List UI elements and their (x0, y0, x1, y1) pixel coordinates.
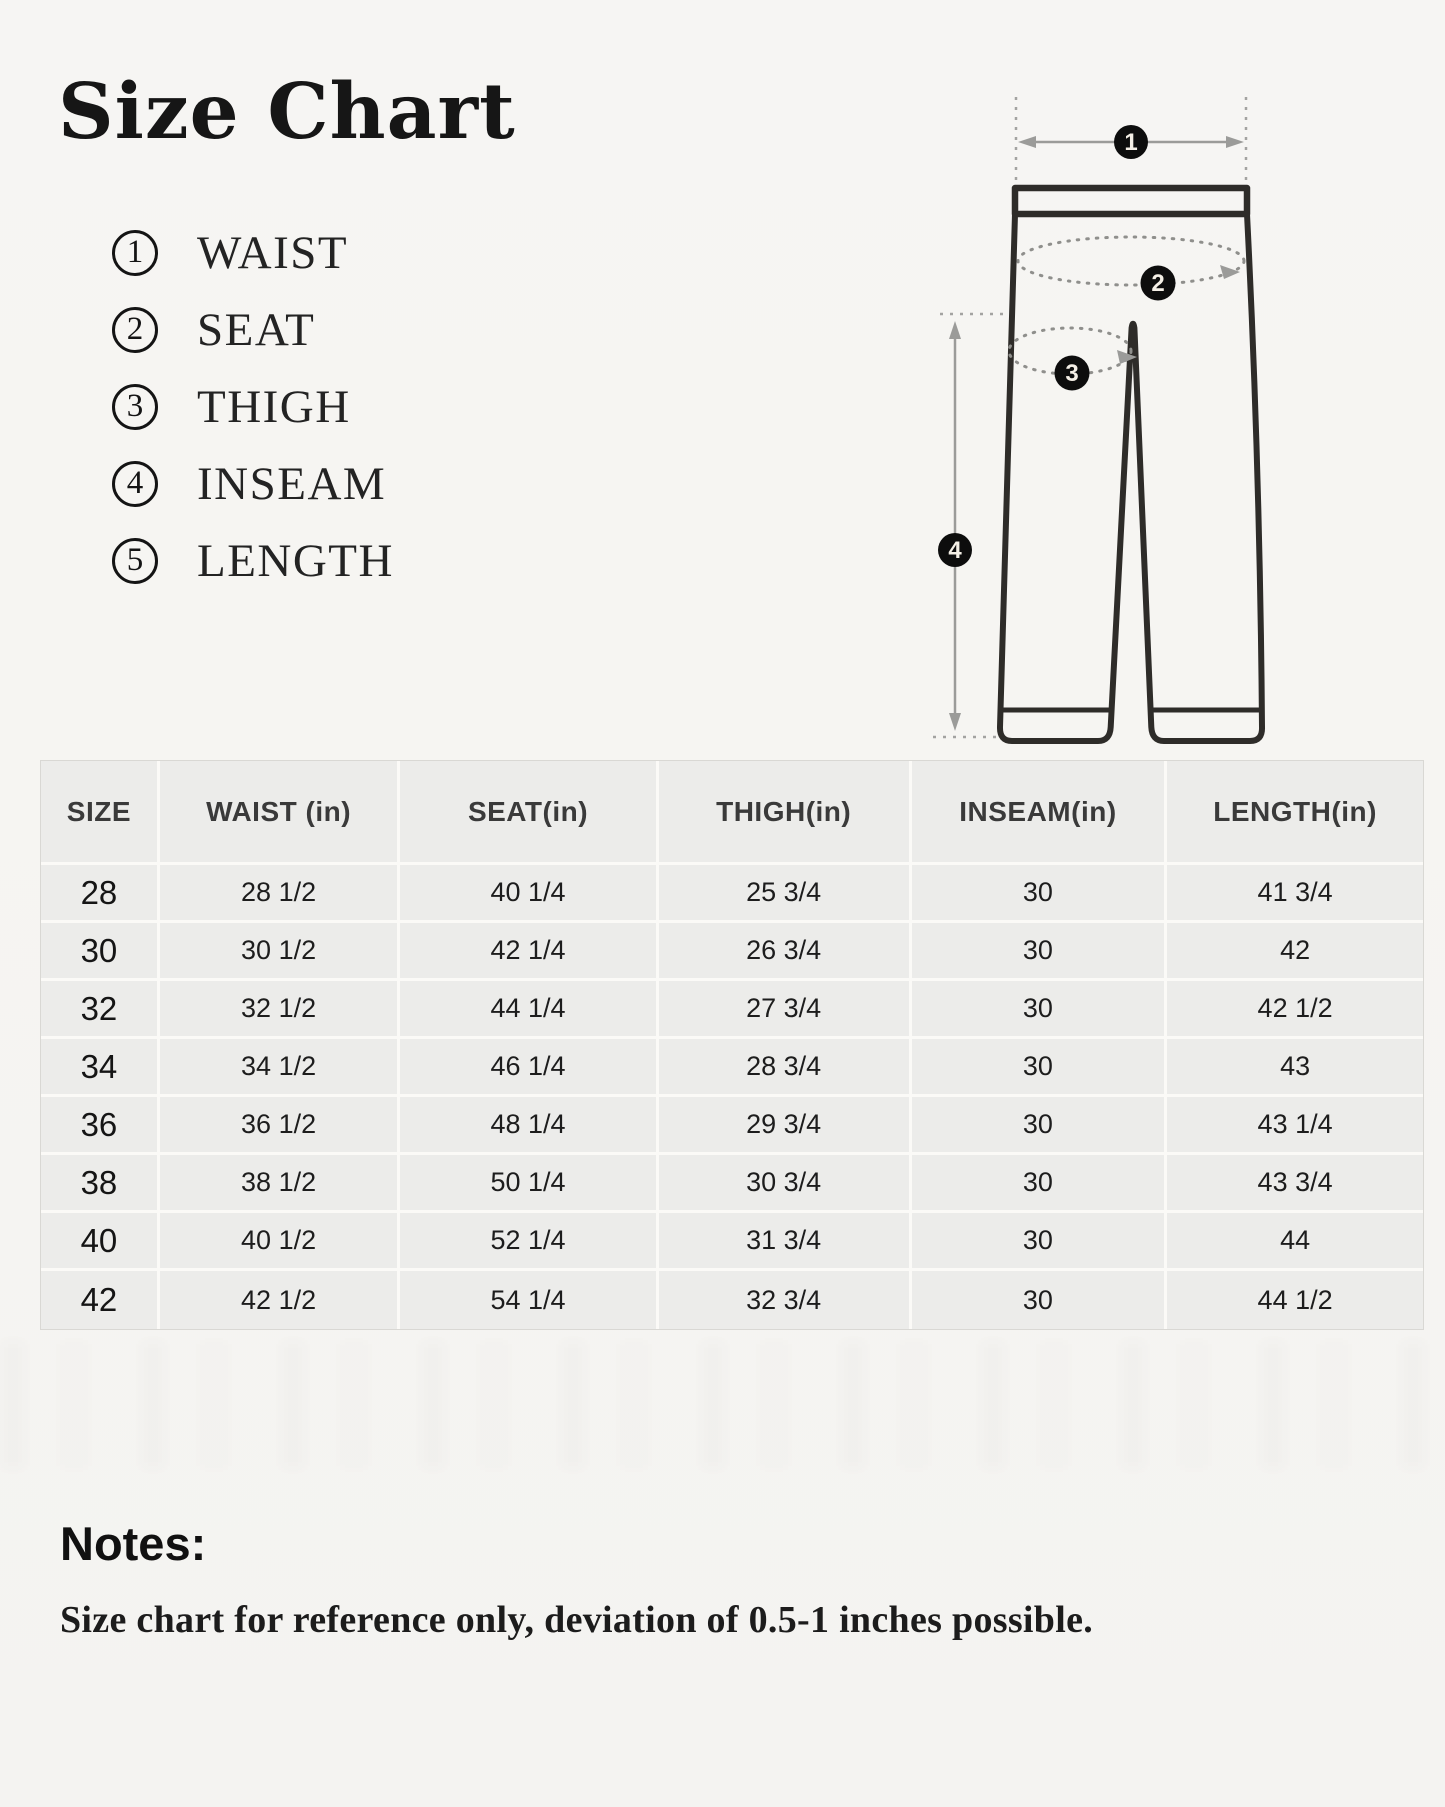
table-cell: 50 1/4 (400, 1155, 658, 1213)
table-cell: 36 1/2 (160, 1097, 400, 1155)
table-header-row (41, 761, 1423, 865)
table-cell: 27 3/4 (659, 981, 912, 1039)
table-cell: 30 (912, 1155, 1168, 1213)
inseam-guides (933, 314, 1010, 737)
table-cell: 43 (1167, 1039, 1423, 1097)
table-cell: 30 (912, 1213, 1168, 1271)
page-title: Size Chart (58, 67, 516, 157)
table-row (41, 865, 1423, 923)
column-header-length-in: LENGTH(in) (1167, 761, 1423, 865)
table-cell: 40 1/2 (160, 1213, 400, 1271)
table-cell: 42 1/2 (1167, 981, 1423, 1039)
table-cell: 41 3/4 (1167, 865, 1423, 923)
table-row (41, 981, 1423, 1039)
circled-number-2-icon: 2 (112, 307, 158, 353)
legend-label: LENGTH (197, 534, 394, 587)
table-cell: 30 (912, 1039, 1168, 1097)
table-body (41, 865, 1423, 1329)
table-cell: 38 (41, 1155, 160, 1213)
table-cell: 30 (912, 1271, 1168, 1329)
table-cell: 48 1/4 (400, 1097, 658, 1155)
table-cell: 30 (912, 981, 1168, 1039)
table-cell: 31 3/4 (659, 1213, 912, 1271)
column-header-size: SIZE (41, 761, 160, 865)
badge-1 (1114, 125, 1148, 159)
legend-item-waist (112, 214, 394, 291)
table-cell: 30 3/4 (659, 1155, 912, 1213)
badge-2 (1141, 266, 1176, 301)
badge-3 (1055, 356, 1090, 391)
table-cell: 29 3/4 (659, 1097, 912, 1155)
column-header-thigh-in: THIGH(in) (659, 761, 912, 865)
table-cell: 42 (1167, 923, 1423, 981)
legend-label: SEAT (197, 303, 316, 356)
table-cell: 44 1/4 (400, 981, 658, 1039)
svg-text:4: 4 (948, 537, 962, 564)
table-cell: 40 (41, 1213, 160, 1271)
column-header-waist-in: WAIST (in) (160, 761, 400, 865)
column-header-seat-in: SEAT(in) (400, 761, 658, 865)
table-cell: 52 1/4 (400, 1213, 658, 1271)
table-cell: 36 (41, 1097, 160, 1155)
seat-ellipse (1018, 237, 1244, 285)
circled-number-3-icon: 3 (112, 384, 158, 430)
table-row (41, 1097, 1423, 1155)
table-cell: 30 (912, 923, 1168, 981)
table-cell: 40 1/4 (400, 865, 658, 923)
table-cell: 32 (41, 981, 160, 1039)
badge-4 (938, 533, 972, 567)
table-cell: 28 1/2 (160, 865, 400, 923)
table-row (41, 1155, 1423, 1213)
table-cell: 44 (1167, 1213, 1423, 1271)
table-row (41, 1271, 1423, 1329)
notes-heading: Notes: (60, 1517, 207, 1570)
legend-item-thigh (112, 368, 394, 445)
table-cell: 38 1/2 (160, 1155, 400, 1213)
pants-measurement-diagram (900, 85, 1320, 755)
legend-label: WAIST (197, 226, 349, 279)
column-header-inseam-in: INSEAM(in) (912, 761, 1168, 865)
legend-label: THIGH (197, 380, 351, 433)
seat-arrowhead (1220, 265, 1240, 279)
table-row (41, 1039, 1423, 1097)
background-artifact-band (0, 1340, 1445, 1470)
circled-number-1-icon: 1 (112, 230, 158, 276)
table-cell: 42 (41, 1271, 160, 1329)
table-cell: 43 1/4 (1167, 1097, 1423, 1155)
note-text: Size chart for reference only, deviation of 0.5-1 inches possible. (60, 1599, 1094, 1641)
table-cell: 25 3/4 (659, 865, 912, 923)
table-cell: 28 (41, 865, 160, 923)
svg-text:3: 3 (1065, 360, 1079, 387)
table-cell: 30 (912, 1097, 1168, 1155)
table-cell: 44 1/2 (1167, 1271, 1423, 1329)
svg-text:2: 2 (1151, 270, 1165, 297)
table-cell: 42 1/4 (400, 923, 658, 981)
table-cell: 43 3/4 (1167, 1155, 1423, 1213)
legend-item-seat (112, 291, 394, 368)
table-cell: 30 (912, 865, 1168, 923)
svg-text:1: 1 (1124, 129, 1138, 156)
circled-number-5-icon: 5 (112, 538, 158, 584)
table-cell: 34 1/2 (160, 1039, 400, 1097)
circled-number-4-icon: 4 (112, 461, 158, 507)
table-cell: 34 (41, 1039, 160, 1097)
table-cell: 26 3/4 (659, 923, 912, 981)
table-cell: 42 1/2 (160, 1271, 400, 1329)
table-cell: 30 (41, 923, 160, 981)
legend-item-inseam (112, 445, 394, 522)
table-row (41, 1213, 1423, 1271)
legend-label: INSEAM (197, 457, 387, 510)
measurement-legend (112, 214, 394, 599)
table-cell: 28 3/4 (659, 1039, 912, 1097)
table-cell: 30 1/2 (160, 923, 400, 981)
size-table (40, 760, 1424, 1330)
table-cell: 54 1/4 (400, 1271, 658, 1329)
table-cell: 32 1/2 (160, 981, 400, 1039)
table-row (41, 923, 1423, 981)
legend-item-length (112, 522, 394, 599)
inseam-arrow (949, 321, 961, 731)
table-cell: 46 1/4 (400, 1039, 658, 1097)
table-cell: 32 3/4 (659, 1271, 912, 1329)
